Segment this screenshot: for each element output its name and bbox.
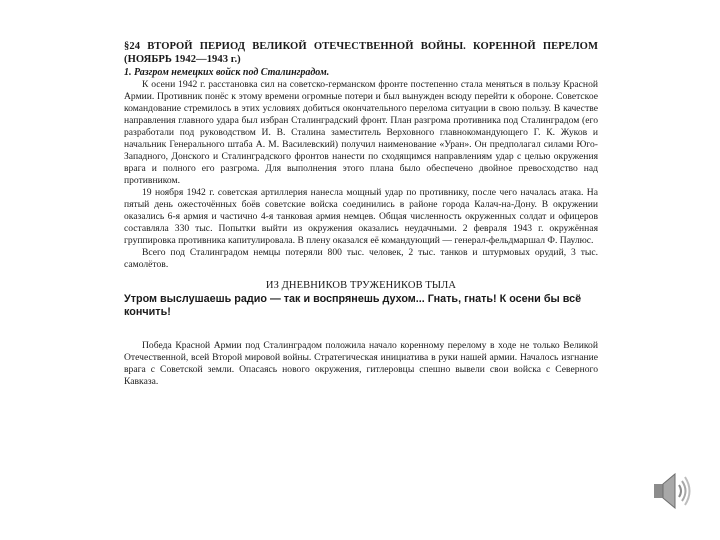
- section-heading: §24 ВТОРОЙ ПЕРИОД ВЕЛИКОЙ ОТЕЧЕСТВЕННОЙ ВОЙНЫ. КОРЕННОЙ ПЕРЕЛОМ (НОЯБРЬ 1942—1943 г.): [124, 41, 598, 65]
- paragraph-2: 19 ноября 1942 г. советская артиллерия нанесла мощный удар по противнику, после чего началась атака. На пятый день ожесточённых боёв советские войска соединились в районе города Калач-на-Дону. В окружении оказались 6-я армия и частично 4-я танковая армия немцев. Общая численность окруженных солдат и офицеров составляла 330 тыс. Попытки выйти из окружения оказались неудачными. 2 февраля 1943 г. окружённая группировка противника капитулировала. В плену оказался её командующий — генерал-фельдмаршал Ф. Паулюс.: [124, 187, 598, 246]
- diary-title: ИЗ ДНЕВНИКОВ ТРУЖЕНИКОВ ТЫЛА: [265, 280, 457, 291]
- final-paragraph: Победа Красной Армии под Сталинградом положила начало коренному перелому в ходе не только Великой Отечественной, всей Второй мировой войны. Стратегическая инициатива в руки нашей армии. Началось изгнание врага с Советской земли. Опасаясь нового окружения, гитлеровцы спешно вывели свои войска с Северного Кавказа.: [124, 340, 598, 387]
- diary-quote: Утром выслушаешь радио — так и воспрянешь духом... Гнать, гнать! К осени бы всё кончить!: [124, 293, 582, 318]
- document-page: [124, 40, 598, 388]
- paragraph-1: К осени 1942 г. расстановка сил на советско-германском фронте постепенно стала меняться в пользу Красной Армии. Противник понёс к этому времени огромные потери и был вынужден всюду перейти к обороне. Советское командование стремилось в этих условиях добиться окончательного перелома ситуации в свою пользу. В качестве направления главного удара был избран Сталинградский фронт. План разгрома противника под Сталинградом (его разработали под руководством И. В. Сталина заместитель Верховного главнокомандующего Г. К. Жуков и начальник Генерального штаба А. М. Василевский) получил наименование «Уран». Он предполагал силами Юго-Западного, Донского и Сталинградского фронтов нанести по сходящимся направлениям удар с целью окружения врага и полного его разгрома. Для выполнения этого плана было обеспечено двойное превосходство над противником.: [124, 79, 598, 186]
- section-subheading: 1. Разгром немецких войск под Сталинградом.: [124, 67, 330, 78]
- speaker-icon-graphic: [651, 470, 693, 512]
- paragraph-3: Всего под Сталинградом немцы потеряли 800 тыс. человек, 2 тыс. танков и штурмовых орудий, 3 тыс. самолётов.: [124, 247, 598, 270]
- speaker-icon[interactable]: [651, 470, 693, 512]
